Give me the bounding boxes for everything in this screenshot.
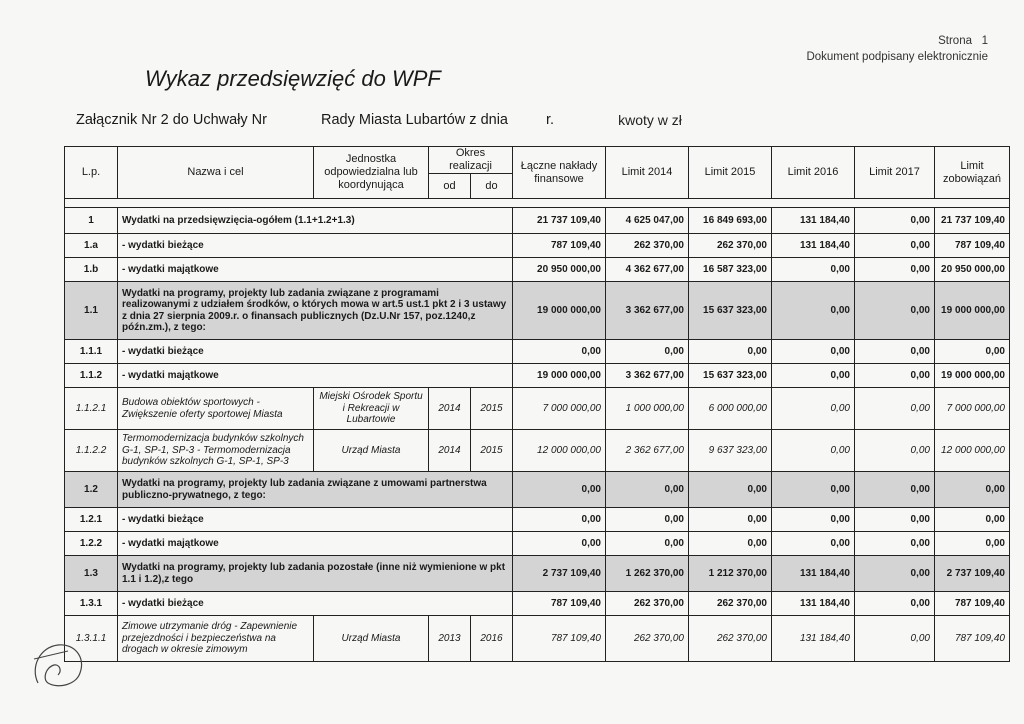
row-limit-2015: 15 637 323,00 — [689, 282, 772, 340]
row-obligations: 0,00 — [935, 508, 1010, 532]
row-limit-2016: 0,00 — [772, 282, 855, 340]
table-row — [65, 556, 1010, 592]
table-row — [65, 616, 1010, 662]
row-limit-2016: 0,00 — [772, 388, 855, 430]
row-limit-2017: 0,00 — [855, 234, 935, 258]
row-total: 19 000 000,00 — [513, 364, 606, 388]
row-name: - wydatki bieżące — [118, 592, 513, 616]
row-from: 2013 — [429, 616, 471, 662]
row-limit-2016: 0,00 — [772, 508, 855, 532]
row-limit-2017: 0,00 — [855, 472, 935, 508]
row-limit-2015: 0,00 — [689, 340, 772, 364]
row-limit-2014: 0,00 — [606, 508, 689, 532]
row-total: 0,00 — [513, 472, 606, 508]
row-name: - wydatki majątkowe — [118, 364, 513, 388]
signature-mark — [28, 637, 90, 693]
row-limit-2017: 0,00 — [855, 532, 935, 556]
col-total: Łączne nakłady finansowe — [513, 147, 606, 199]
col-period: Okres realizacji — [429, 147, 513, 174]
table-row — [65, 592, 1010, 616]
row-unit: Urząd Miasta — [314, 430, 429, 472]
row-lp: 1.3 — [65, 556, 118, 592]
row-lp: 1.3.1 — [65, 592, 118, 616]
col-limit-2015: Limit 2015 — [689, 147, 772, 199]
row-limit-2017: 0,00 — [855, 508, 935, 532]
row-limit-2016: 0,00 — [772, 258, 855, 282]
projects-table — [64, 146, 1010, 662]
col-limit-2016: Limit 2016 — [772, 147, 855, 199]
row-limit-2014: 262 370,00 — [606, 234, 689, 258]
row-limit-2016: 0,00 — [772, 340, 855, 364]
row-obligations: 7 000 000,00 — [935, 388, 1010, 430]
row-name: - wydatki bieżące — [118, 508, 513, 532]
attachment-part-2: Rady Miasta Lubartów z dnia — [321, 112, 508, 128]
row-name: Zimowe utrzymanie dróg - Zapewnienie przejezdności i bezpieczeństwa na drogach w okresie zimowym — [118, 616, 314, 662]
col-name: Nazwa i cel — [118, 147, 314, 199]
row-obligations: 787 109,40 — [935, 616, 1010, 662]
row-to: 2015 — [471, 430, 513, 472]
row-name: - wydatki bieżące — [118, 234, 513, 258]
row-from: 2014 — [429, 388, 471, 430]
row-limit-2014: 0,00 — [606, 472, 689, 508]
row-limit-2017: 0,00 — [855, 258, 935, 282]
row-total: 787 109,40 — [513, 234, 606, 258]
row-limit-2015: 262 370,00 — [689, 616, 772, 662]
row-total: 0,00 — [513, 508, 606, 532]
row-limit-2017: 0,00 — [855, 430, 935, 472]
row-limit-2014: 0,00 — [606, 340, 689, 364]
row-lp: 1.1.2.1 — [65, 388, 118, 430]
row-lp: 1.3.1.1 — [65, 616, 118, 662]
row-limit-2015: 0,00 — [689, 532, 772, 556]
row-lp: 1 — [65, 208, 118, 234]
attachment-part-3: r. — [546, 112, 555, 128]
row-limit-2014: 262 370,00 — [606, 616, 689, 662]
row-obligations: 20 950 000,00 — [935, 258, 1010, 282]
row-unit: Miejski Ośrodek Sportu i Rekreacji w Lubartowie — [314, 388, 429, 430]
row-name: - wydatki majątkowe — [118, 258, 513, 282]
table-row — [65, 258, 1010, 282]
row-limit-2014: 3 362 677,00 — [606, 282, 689, 340]
row-obligations: 12 000 000,00 — [935, 430, 1010, 472]
row-limit-2015: 16 587 323,00 — [689, 258, 772, 282]
row-total: 0,00 — [513, 340, 606, 364]
row-lp: 1.2.2 — [65, 532, 118, 556]
page-title: Wykaz przedsięwzięć do WPF — [145, 66, 441, 91]
row-name: - wydatki bieżące — [118, 340, 513, 364]
row-obligations: 21 737 109,40 — [935, 208, 1010, 234]
row-limit-2015: 15 637 323,00 — [689, 364, 772, 388]
row-limit-2017: 0,00 — [855, 364, 935, 388]
table-row — [65, 208, 1010, 234]
row-limit-2014: 2 362 677,00 — [606, 430, 689, 472]
row-limit-2016: 0,00 — [772, 472, 855, 508]
row-obligations: 0,00 — [935, 340, 1010, 364]
row-name: Budowa obiektów sportowych - Zwiększenie oferty sportowej Miasta — [118, 388, 314, 430]
row-lp: 1.1.1 — [65, 340, 118, 364]
row-limit-2014: 1 000 000,00 — [606, 388, 689, 430]
row-lp: 1.1.2.2 — [65, 430, 118, 472]
row-obligations: 787 109,40 — [935, 592, 1010, 616]
header-row — [65, 147, 1010, 174]
row-lp: 1.1 — [65, 282, 118, 340]
page-number: 1 — [981, 35, 988, 47]
row-lp: 1.b — [65, 258, 118, 282]
row-obligations: 19 000 000,00 — [935, 282, 1010, 340]
col-lp: L.p. — [65, 147, 118, 199]
row-limit-2014: 0,00 — [606, 532, 689, 556]
header-right — [806, 33, 988, 65]
row-limit-2016: 131 184,40 — [772, 616, 855, 662]
row-limit-2015: 1 212 370,00 — [689, 556, 772, 592]
col-obligations: Limit zobowiązań — [935, 147, 1010, 199]
row-limit-2015: 262 370,00 — [689, 234, 772, 258]
table-row — [65, 430, 1010, 472]
table-row — [65, 388, 1010, 430]
row-limit-2015: 262 370,00 — [689, 592, 772, 616]
row-total: 21 737 109,40 — [513, 208, 606, 234]
row-obligations: 19 000 000,00 — [935, 364, 1010, 388]
row-total: 787 109,40 — [513, 592, 606, 616]
col-from: od — [429, 174, 471, 199]
row-to: 2015 — [471, 388, 513, 430]
row-to: 2016 — [471, 616, 513, 662]
row-total: 20 950 000,00 — [513, 258, 606, 282]
row-limit-2015: 0,00 — [689, 472, 772, 508]
row-limit-2015: 9 637 323,00 — [689, 430, 772, 472]
table-row — [65, 532, 1010, 556]
col-unit: Jednostka odpowiedzialna lub koordynująca — [314, 147, 429, 199]
row-limit-2016: 0,00 — [772, 532, 855, 556]
row-from: 2014 — [429, 430, 471, 472]
row-limit-2017: 0,00 — [855, 616, 935, 662]
row-name: Wydatki na programy, projekty lub zadania związane z umowami partnerstwa publiczno-prywatnego, z tego: — [118, 472, 513, 508]
row-limit-2017: 0,00 — [855, 388, 935, 430]
row-lp: 1.a — [65, 234, 118, 258]
row-limit-2014: 3 362 677,00 — [606, 364, 689, 388]
row-lp: 1.1.2 — [65, 364, 118, 388]
col-limit-2014: Limit 2014 — [606, 147, 689, 199]
row-limit-2017: 0,00 — [855, 592, 935, 616]
row-name: Wydatki na programy, projekty lub zadania związane z programami realizowanymi z udziałem środków, o których mowa w art.5 ust.1 pkt 2 i 3 ustawy z dnia 27 sierpnia 2009.r. o finansach publicznych (Dz.U.Nr 157, poz.1240,z późn.zm.), z tego: — [118, 282, 513, 340]
table-row — [65, 364, 1010, 388]
row-total: 12 000 000,00 — [513, 430, 606, 472]
row-name: Termomodernizacja budynków szkolnych G-1, SP-1, SP-3 - Termomodernizacja budynków szkolnych G-1, SP-1, SP-3 — [118, 430, 314, 472]
table-row — [65, 472, 1010, 508]
row-limit-2014: 1 262 370,00 — [606, 556, 689, 592]
row-limit-2017: 0,00 — [855, 340, 935, 364]
row-obligations: 0,00 — [935, 532, 1010, 556]
row-lp: 1.2.1 — [65, 508, 118, 532]
row-limit-2016: 0,00 — [772, 364, 855, 388]
row-limit-2016: 131 184,40 — [772, 592, 855, 616]
row-limit-2015: 0,00 — [689, 508, 772, 532]
row-obligations: 787 109,40 — [935, 234, 1010, 258]
row-total: 2 737 109,40 — [513, 556, 606, 592]
row-limit-2015: 6 000 000,00 — [689, 388, 772, 430]
row-obligations: 0,00 — [935, 472, 1010, 508]
col-to: do — [471, 174, 513, 199]
row-limit-2015: 16 849 693,00 — [689, 208, 772, 234]
row-limit-2014: 262 370,00 — [606, 592, 689, 616]
row-limit-2017: 0,00 — [855, 208, 935, 234]
row-total: 0,00 — [513, 532, 606, 556]
col-limit-2017: Limit 2017 — [855, 147, 935, 199]
row-limit-2016: 131 184,40 — [772, 208, 855, 234]
row-name: Wydatki na przedsięwzięcia-ogółem (1.1+1.2+1.3) — [118, 208, 513, 234]
row-limit-2017: 0,00 — [855, 556, 935, 592]
row-limit-2017: 0,00 — [855, 282, 935, 340]
row-limit-2016: 131 184,40 — [772, 234, 855, 258]
page-label: Strona — [938, 35, 972, 47]
row-total: 19 000 000,00 — [513, 282, 606, 340]
row-total: 787 109,40 — [513, 616, 606, 662]
attachment-part-1: Załącznik Nr 2 do Uchwały Nr — [76, 112, 267, 128]
table-row — [65, 234, 1010, 258]
row-total: 7 000 000,00 — [513, 388, 606, 430]
row-limit-2014: 4 362 677,00 — [606, 258, 689, 282]
table-row — [65, 508, 1010, 532]
signed-note: Dokument podpisany elektronicznie — [806, 51, 988, 63]
units-note: kwoty w zł — [618, 112, 682, 128]
row-limit-2016: 131 184,40 — [772, 556, 855, 592]
table-row — [65, 282, 1010, 340]
row-name: Wydatki na programy, projekty lub zadania pozostałe (inne niż wymienione w pkt 1.1 i 1.2),z tego — [118, 556, 513, 592]
table-row — [65, 340, 1010, 364]
row-limit-2014: 4 625 047,00 — [606, 208, 689, 234]
row-name: - wydatki majątkowe — [118, 532, 513, 556]
spacer-row — [65, 199, 1010, 208]
row-unit: Urząd Miasta — [314, 616, 429, 662]
row-obligations: 2 737 109,40 — [935, 556, 1010, 592]
row-limit-2016: 0,00 — [772, 430, 855, 472]
row-lp: 1.2 — [65, 472, 118, 508]
